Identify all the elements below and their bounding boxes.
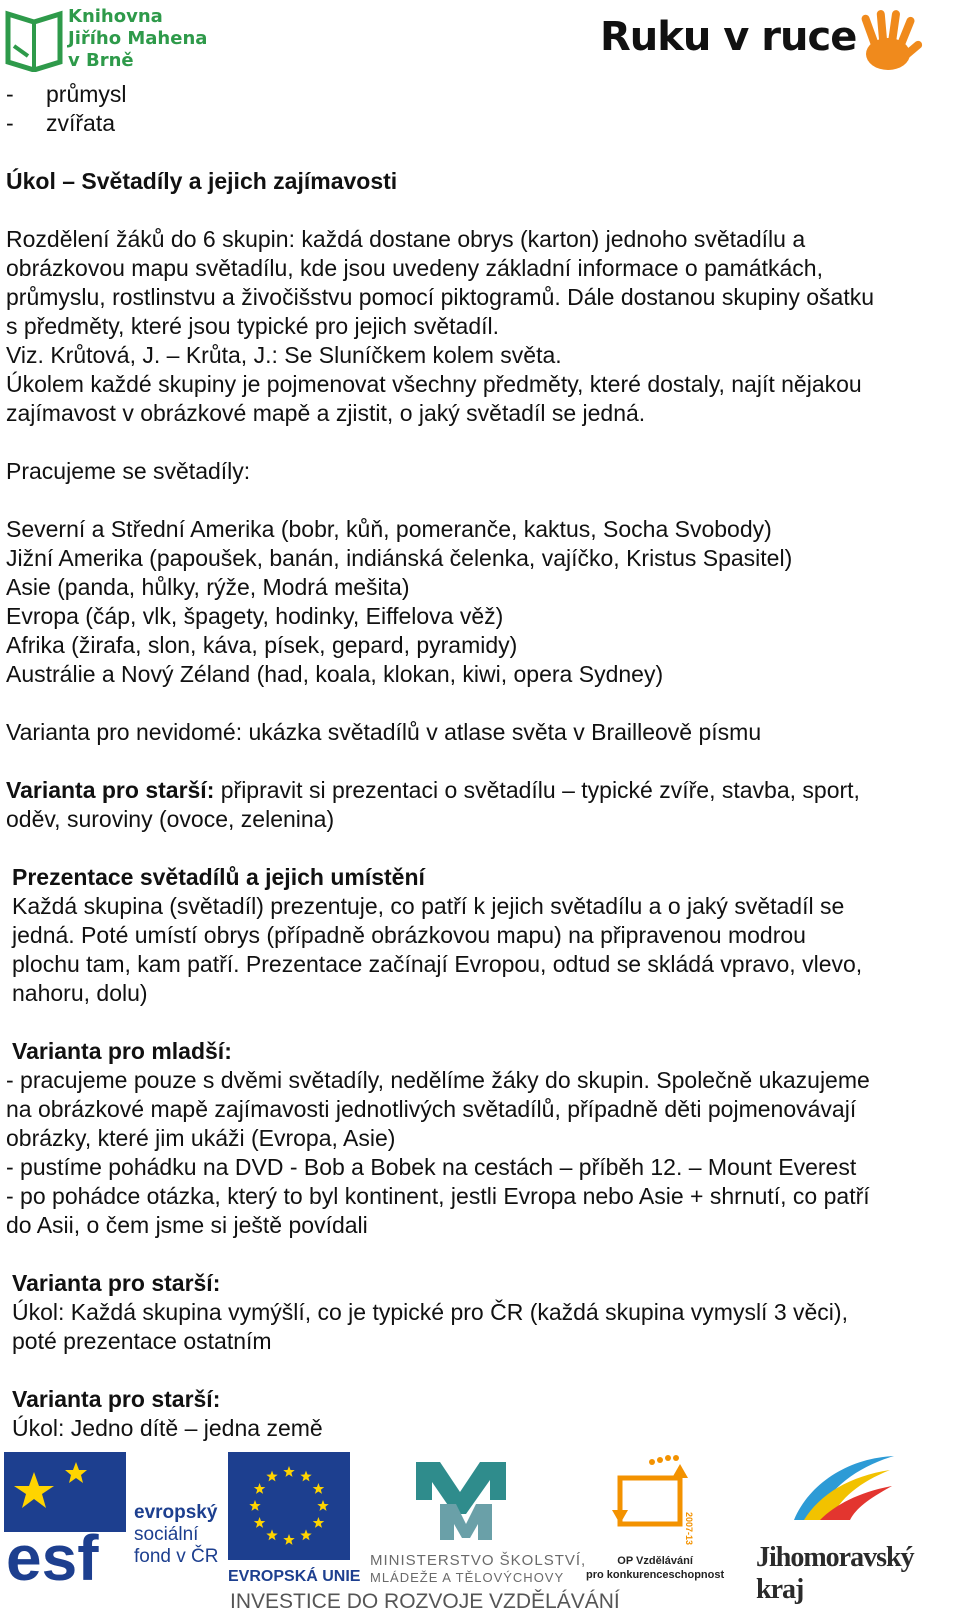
younger-heading: Varianta pro mladší: [12,1038,232,1064]
msmt-line: MLÁDEŽE A TĚLOVÝCHOVY [370,1570,565,1585]
library-logo-line: Jiřího Mahena [68,28,208,49]
library-logo-text [68,6,207,72]
esf-line: fond v ČR [134,1546,219,1567]
list-item-text: zvířata [46,110,116,136]
older3-line: Úkol: Jedno dítě – jedna země [12,1415,323,1441]
continent-item: Evropa (čáp, vlk, špagety, hodinky, Eiffelova věž) [6,603,504,629]
continent-item: Asie (panda, hůlky, rýže, Modrá mešita) [6,574,410,600]
older-variant [6,776,950,805]
msmt-logo [410,1452,530,1547]
intro-line: průmyslu, rostlinstvu a živočišstvu pomocí piktogramů. Dále dostanou skupiny ošatku [6,284,875,310]
esf-line: evropský [134,1502,218,1523]
esf-line: sociální [134,1524,199,1545]
op-line: OP Vzdělávání [617,1555,693,1567]
jmk-swoosh-icon [790,1452,900,1524]
task-heading: Úkol – Světadíly a jejich zajímavosti [6,168,398,194]
older-variant-label: Varianta pro starší: [6,777,215,803]
svg-text:esf: esf [6,1522,99,1587]
younger-line: - pustíme pohádku na DVD - Bob a Bobek na cestách – příběh 12. – Mount Everest [6,1154,857,1180]
jmk-label: Jihomoravský kraj [756,1542,914,1605]
esf-flag-icon [4,1452,126,1587]
footer-logos [0,1452,960,1612]
older2-line: Úkol: Každá skupina vymýšlí, co je typické pro ČR (každá skupina vymyslí 3 věci), [12,1299,848,1325]
eu-flag-icon [228,1452,350,1560]
op-years: 2007-13 [684,1512,694,1546]
esf-logo [4,1452,224,1587]
esf-text [134,1502,218,1568]
older2-line: poté prezentace ostatním [12,1328,272,1354]
list-item: - zvířata [6,110,116,136]
work-heading: Pracujeme se světadíly: [6,458,251,484]
older-variant-text: oděv, suroviny (ovoce, zelenina) [6,806,335,832]
hands-icon [848,8,928,76]
jmk-logo [790,1452,900,1522]
ruku-logo-text: Ruku v ruce [600,14,857,60]
intro-line: Viz. Krůtová, J. – Krůta, J.: Se Sluníčkem kolem světa. [6,342,562,368]
continent-item: Jižní Amerika (papoušek, banán, indiánská čelenka, vajíčko, Kristus Spasitel) [6,545,793,571]
younger-line: - po pohádce otázka, který to byl kontinent, jestli Evropa nebo Asie + shrnutí, co patří [6,1183,870,1209]
library-logo-line: v Brně [68,50,134,71]
younger-line: obrázky, které jim ukáži (Evropa, Asie) [6,1125,396,1151]
younger-line: - pracujeme pouze s dvěmi světadíly, nedělíme žáky do skupin. Společně ukazujeme [6,1067,870,1093]
blind-variant: Varianta pro nevidomé: ukázka světadílů v atlase světa v Brailleově písmu [6,719,762,745]
msmt-mark-icon [410,1452,520,1547]
younger-line: do Asii, o čem jsme si ještě povídali [6,1212,368,1238]
older3-heading: Varianta pro starší: [12,1386,221,1412]
intro-line: zajímavost v obrázkové mapě a zjistit, o jaký světadíl se jedná. [6,400,646,426]
older2-heading: Varianta pro starší: [12,1270,221,1296]
continent-item: Austrálie a Nový Zéland (had, koala, klokan, kiwi, opera Sydney) [6,661,664,687]
older-variant-text: připravit si prezentaci o světadílu – typické zvíře, stavba, sport, [214,777,860,803]
presentation-line: plochu tam, kam patří. Prezentace začínají Evropou, odtud se skládá vpravo, vlevo, [12,951,863,977]
op-line: pro konkurenceschopnost [586,1569,725,1581]
investice-slogan: INVESTICE DO ROZVOJE VZDĚLÁVÁNÍ [230,1590,620,1613]
msmt-text [370,1552,586,1586]
document-body [6,80,950,1443]
intro-line: obrázkovou mapu světadílu, kde jsou uvedeny základní informace o památkách, [6,255,823,281]
library-book-icon [4,6,64,72]
intro-line: Rozdělení žáků do 6 skupin: každá dostane obrys (karton) jednoho světadílu a [6,226,806,252]
presentation-line: jedná. Poté umístí obrys (případně obrázkovou mapu) na připravenou modrou [12,922,806,948]
library-logo-line: Knihovna [68,6,163,27]
continent-item: Afrika (žirafa, slon, káva, písek, gepard, pyramidy) [6,632,518,658]
presentation-line: Každá skupina (světadíl) prezentuje, co patří k jejich světadílu a o jaký světadíl se [12,893,845,919]
continent-item: Severní a Střední Amerika (bobr, kůň, pomeranče, kaktus, Socha Svobody) [6,516,772,542]
presentation-heading: Prezentace světadílů a jejich umístění [12,864,425,890]
eu-logo [228,1452,352,1562]
op-text [586,1554,724,1582]
msmt-line: MINISTERSTVO ŠKOLSTVÍ, [370,1552,587,1569]
intro-line: s předměty, které jsou typické pro jejich světadíl. [6,313,500,339]
library-logo [4,6,214,74]
list-item: - průmysl [6,81,127,107]
op-arrows-icon [612,1452,700,1548]
intro-line: Úkolem každé skupiny je pojmenovat všechny předměty, které dostaly, najít nějakou [6,371,862,397]
eu-label: EVROPSKÁ UNIE [228,1568,361,1585]
presentation-line: nahoru, dolu) [12,980,148,1006]
younger-line: na obrázkové mapě zajímavosti jednotlivých světadílů, případně děti pojmenovávají [6,1096,857,1122]
op-logo [612,1452,702,1550]
list-item-text: průmysl [46,81,127,107]
ruku-v-ruce-logo [600,8,940,78]
